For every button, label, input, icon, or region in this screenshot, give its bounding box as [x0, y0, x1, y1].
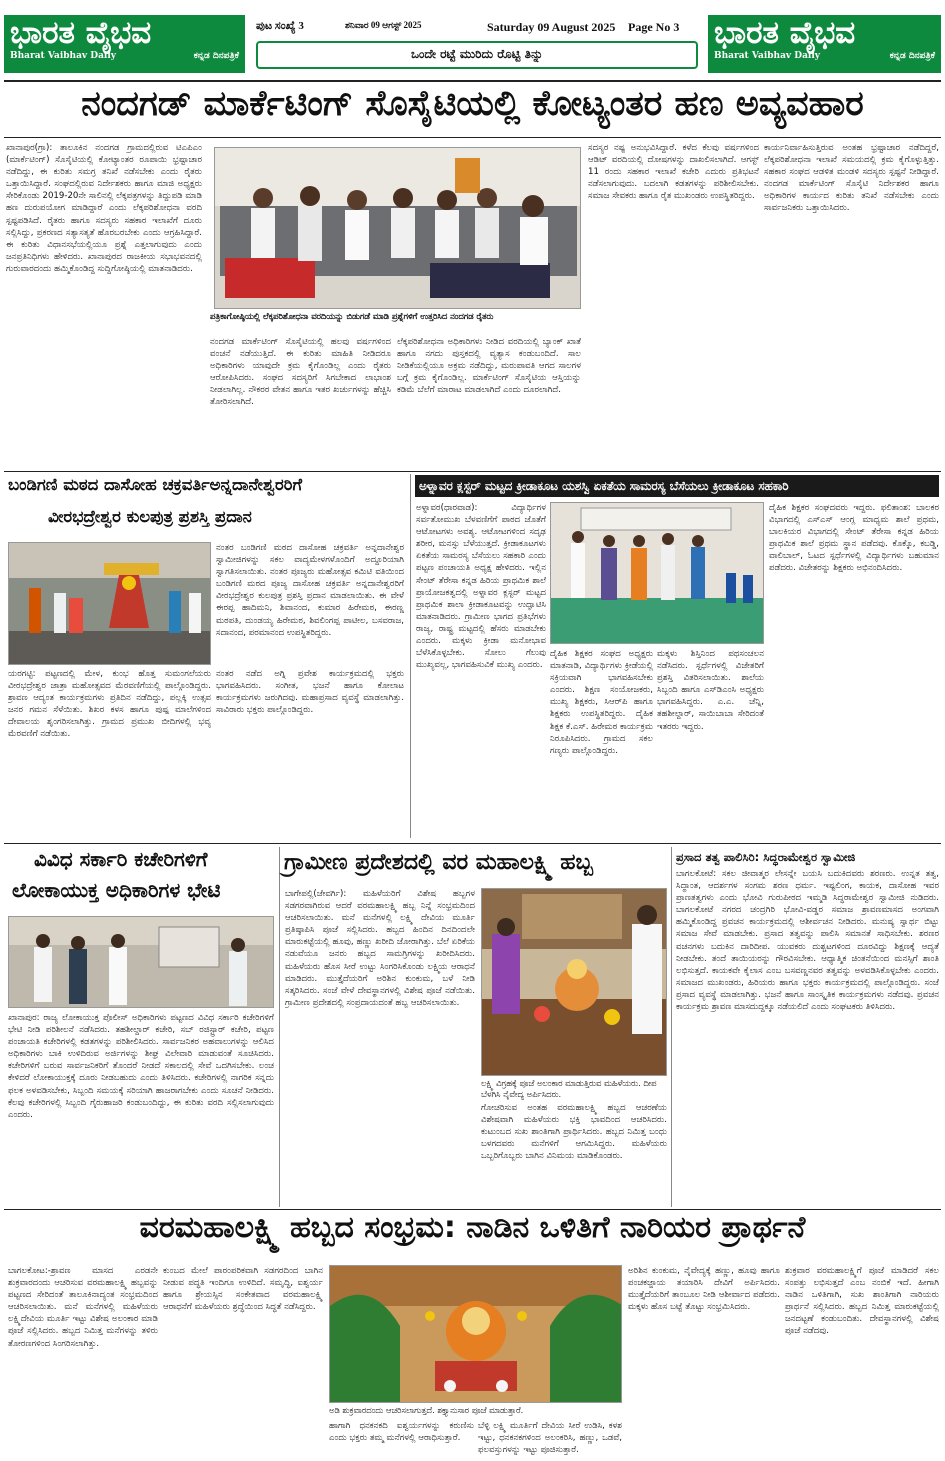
- logo-sub-kn: ಕನ್ನಡ ದಿನಪತ್ರಿಕೆ: [193, 51, 239, 61]
- article3-column-2: ದೈಹಿಕ ಶಿಕ್ಷಕರ ಸಂಘದ ಅಧ್ಯಕ್ಷರು ಮಾತನಾಡಿ, ವಿದ್ಯಾರ್ಥಿಗಳು ಕ್ರೀಡೆಯಲ್ಲಿ ಸಕ್ರಿಯವಾಗಿ ಭಾಗವಹಿಸಬೇಕು ಎಂದರು. ಶಿಕ್ಷಣ ಸಂಯೋಜಕರು, ಮುಖ್ಯ ಶಿಕ್ಷಕರು, ಸಿಆರ್‌ಪಿ ಹಾಗೂ ಶಿಕ್ಷಕರು ಉಪಸ್ಥಿತರಿದ್ದರು. ದೈಹಿಕ ಶಿಕ್ಷಕ ಕೆ.ಎಸ್. ಹಿರೇಮಠ ಕಾರ್ಯಕ್ರಮ ನಿರೂಪಿಸಿದರು. ಗ್ರಾಮದ ಸಕಲ ಗಣ್ಯರು ಪಾಲ್ಗೊಂಡಿದ್ದರು.: [550, 649, 653, 756]
- headline-lokayukta: ವಿವಿಧ ಸರ್ಕಾರಿ ಕಚೇರಿಗಳಿಗೆ: [34, 847, 208, 871]
- article7-column-3-bottom: ಬೆಳ್ಳಿ ಲಕ್ಷ್ಮಿ ಮೂರ್ತಿಗೆ ದೇವಿಯ ಸೀರೆ ಉಡಿಸಿ, ಕಳಶ ಇಟ್ಟು, ಧನಕನಕಗಳಿಂದ ಅಲಂಕರಿಸಿ, ಹಣ್ಣು, ಒಡವೆ, ಫಲವಸ್ತುಗಳನ್ನು ಇಟ್ಟು ಪೂಜಿಸುತ್ತಾರೆ.: [478, 1421, 622, 1456]
- article3-column-4: ದೈಹಿಕ ಶಿಕ್ಷಕರ ಸಂಘದವರು ಇದ್ದರು. ಫಲಿತಾಂಶ: ಬಾಲಕರ ವಿಭಾಗದಲ್ಲಿ ಎಸ್‌ಎಸ್ ಆಂಗ್ಲ ಮಾಧ್ಯಮ ಶಾಲೆ ಪ್ರಥಮ, ಬಾಲಕಿಯರ ವಿಭಾಗದಲ್ಲಿ ಸೇಂಟ್ ತೆರೇಸಾ ಕನ್ನಡ ಹಿರಿಯ ಪ್ರಾಥಮಿಕ ಶಾಲೆ ಪ್ರಥಮ ಸ್ಥಾನ ಪಡೆದವು. ಕೊಕ್ಕೊ, ಕಬಡ್ಡಿ, ವಾಲಿಬಾಲ್, ಓಟದ ಸ್ಪರ್ಧೆಗಳಲ್ಲಿ ವಿದ್ಯಾರ್ಥಿಗಳು ಬಹುಮಾನ ಪಡೆದರು. ವಿಜೇತರನ್ನು ಶಿಕ್ಷಕರು ಅಭಿನಂದಿಸಿದರು.: [769, 503, 939, 574]
- kannada-date: ಶನಿವಾರ 09 ಆಗಸ್ಟ್ 2025: [345, 20, 422, 30]
- varamahalakshmi-caption: ಅಡಿ ಶುಕ್ರವಾರದಂದು ಆಚರಿಸಲಾಗುತ್ತದೆ. ಶಕ್ತ್ಯಾನುಸಾರ ಪೂಜೆ ಮಾಡುತ್ತಾರೆ.: [329, 1405, 524, 1415]
- headline-lokayukta-2: ಲೋಕಾಯುಕ್ತ ಅಧಿಕಾರಿಗಳ ಭೇಟಿ: [12, 878, 221, 902]
- lokayukta-image: [9, 917, 274, 1008]
- varamahalakshmi-idol-photo: [329, 1265, 622, 1403]
- press-meet-caption: ಪತ್ರಿಕಾಗೋಷ್ಠಿಯಲ್ಲಿ ಲೆಕ್ಕಪರಿಶೋಧನಾ ವರದಿಯನ್ನು ಬಿಡುಗಡೆ ಮಾಡಿ ಪ್ರಶ್ನೆಗಳಿಗೆ ಉತ್ತರಿಸಿದ ನಂದಗಡ ರೈತರು: [210, 311, 494, 321]
- headline-varamahalakshmi-rural: ಗ್ರಾಮೀಣ ಪ್ರದೇಶದಲ್ಲಿ ವರ ಮಹಾಲಕ್ಷ್ಮಿ ಹಬ್ಬ: [284, 850, 593, 875]
- page-number: Page No 3: [628, 20, 680, 34]
- sports-meet-photo: [550, 502, 764, 644]
- logo-sub-en-right: Bharat Vaibhav Daily: [714, 51, 820, 61]
- headline-bandigani: ಬಂಡಿಗಣಿ ಮಠದ ದಾಸೋಹ ಚಕ್ರವರ್ತಿಅನ್ನದಾನೇಶ್ವರರಿಗೆ: [8, 475, 303, 494]
- lakshmi-pooja-image: [482, 889, 667, 1076]
- masthead-logo-left: [4, 15, 245, 73]
- press-meet-image: [215, 148, 581, 309]
- article5-column-1: ಬಾಗೇಪಲ್ಲಿ(ಜೇವರ್ಗಿ): ಮಹಿಳೆಯರಿಗೆ ವಿಶೇಷ ಹಬ್ಬಗಳ ಸಡಗರವಾಗಿರುವ ಆದರೆ ವರಮಹಾಲಕ್ಷ್ಮಿ ಹಬ್ಬ ನಿನ್ನೆ ಸಂಭ್ರಮದಿಂದ ಆಚರಿಸಲಾಯಿತು. ಮನೆ ಮನೆಗಳಲ್ಲಿ ಲಕ್ಷ್ಮಿ ದೇವಿಯ ಮೂರ್ತಿ ಪ್ರತಿಷ್ಠಾಪಿಸಿ ಪೂಜೆ ಸಲ್ಲಿಸಿದರು. ಹಬ್ಬದ ಹಿಂದಿನ ದಿನದಿಂದಲೇ ಮಾರುಕಟ್ಟೆಯಲ್ಲಿ ಹೂವು, ಹಣ್ಣು ಖರೀದಿ ಜೋರಾಗಿತ್ತು. ಬೆಲೆ ಏರಿಕೆಯ ನಡುವೆಯೂ ಜನರು ಹಬ್ಬದ ಸಾಮಗ್ರಿಗಳನ್ನು ಖರೀದಿಸಿದರು. ಮಹಿಳೆಯರು ಹೊಸ ಸೀರೆ ಉಟ್ಟು ಸಿಂಗರಿಸಿಕೊಂಡು ಲಕ್ಷ್ಮಿಯ ಆರಾಧನೆ ಮಾಡಿದರು. ಮುತ್ತೈದೆಯರಿಗೆ ಅರಿಶಿನ ಕುಂಕುಮ, ಬಳೆ ನೀಡಿ ಸತ್ಕರಿಸಿದರು. ಸಂಜೆ ವೇಳೆ ದೇವಸ್ಥಾನಗಳಲ್ಲಿ ವಿಶೇಷ ಪೂಜೆ ನಡೆಯಿತು. ಗ್ರಾಮೀಣ ಪ್ರದೇಶದಲ್ಲಿ ಸಂಪ್ರದಾಯದಂತೆ ಹಬ್ಬ ಆಚರಿಸಲಾಯಿತು.: [285, 889, 475, 1008]
- article2-right-bottom: ನಂತರ ನಡೆದ ಅಗ್ನಿ ಪ್ರವೇಶ ಕಾರ್ಯಕ್ರಮದಲ್ಲಿ ಭಕ್ತರು ಭಾಗವಹಿಸಿದರು. ಸಂಗೀತ, ಭಜನೆ ಹಾಗೂ ಕೋಲಾಟ ಕಾರ್ಯಕ್ರಮಗಳು ಜರುಗಿದವು. ಮಹಾಪ್ರಸಾದ ವ್ಯವಸ್ಥೆ ಮಾಡಲಾಗಿತ್ತು. ಸಾವಿರಾರು ಭಕ್ತರು ಪಾಲ್ಗೊಂಡಿದ್ದರು.: [216, 669, 404, 716]
- article7-column-3: ಅರಿಶಿನ ಕುಂಕುಮ, ನೈವೇದ್ಯಕ್ಕೆ ಹಣ್ಣು, ಹೂವು ಹಾಗೂ ಪಂಚಕಜ್ಜಾಯ ತಯಾರಿಸಿ ದೇವಿಗೆ ಅರ್ಪಿಸಿದರು. ಮುತ್ತೈದೆಯರಿಗೆ ತಾಂಬೂಲ ನೀಡಿ ಆಶೀರ್ವಾದ ಪಡೆದರು. ಮಕ್ಕಳು ಹೊಸ ಬಟ್ಟೆ ತೊಟ್ಟು ಸಂಭ್ರಮಿಸಿದರು.: [628, 1266, 780, 1313]
- headline-nandagad: ನಂದಗಡ್ ಮಾರ್ಕೆಟಿಂಗ್ ಸೊಸೈಟಿಯಲ್ಲಿ ಕೋಟ್ಯಂತರ ಹಣ ಅವ್ಯವಹಾರ: [81, 84, 864, 124]
- lokayukta-photo: [8, 916, 274, 1008]
- article2-left-bottom: ಯರಗಟ್ಟಿ: ಪಟ್ಟಣದಲ್ಲಿ ಮೇಳ, ಕುಂಭ ಹೊತ್ತ ಸುಮಂಗಲೆಯರು ವೀರಭದ್ರೇಶ್ವರ ಜಾತ್ರಾ ಮಹೋತ್ಸವದ ಮೆರವಣಿಗೆಯಲ್ಲಿ ಪಾಲ್ಗೊಂಡಿದ್ದರು. ಶ್ರಾವಣ ಆದ್ಯಂತ ಕಾರ್ಯಕ್ರಮಗಳು ಪ್ರತಿದಿನ ನಡೆದಿದ್ದು, ಪಲ್ಲಕ್ಕಿ ಉತ್ಸವ ಜನರ ಗಮನ ಸೆಳೆಯಿತು. ಶಿಖರ ಕಳಸ ಹಾಗೂ ಪುಷ್ಪ ಮಾಲೆಗಳಿಂದ ದೇವಾಲಯ ಶೃಂಗರಿಸಲಾಗಿತ್ತು. ಗ್ರಾಮದ ಪ್ರಮುಖ ಬೀದಿಗಳಲ್ಲಿ ಭವ್ಯ ಮೆರವಣಿಗೆ ನಡೆಯಿತು.: [8, 669, 211, 740]
- section-rule-1: [4, 471, 941, 472]
- article5-column-2-bottom: ಗೋಚರಿಸುವ ಅಂತಹ ವರಮಹಾಲಕ್ಷ್ಮಿ ಹಬ್ಬದ ಆಚರಣೆಯ ವಿಶೇಷವಾಗಿ ಮಹಿಳೆಯರು ಭಕ್ತಿ ಭಾವದಿಂದ ಆಚರಿಸಿದರು. ಕುಟುಂಬದ ಸುಖ ಶಾಂತಿಗಾಗಿ ಪ್ರಾರ್ಥಿಸಿದರು. ಹಬ್ಬದ ನಿಮಿತ್ತ ಬಂಧು ಬಳಗದವರು ಮನೆಗಳಿಗೆ ಆಗಮಿಸಿದ್ದರು. ಮಹಿಳೆಯರು ಒಬ್ಬರಿಗೊಬ್ಬರು ಬಾಗಿನ ವಿನಿಮಯ ಮಾಡಿಕೊಂಡರು.: [481, 1103, 667, 1162]
- lakshmi-pooja-caption: ಲಕ್ಷ್ಮಿ ವಿಗ್ರಹಕ್ಕೆ ಪೂಜೆ ಅಲಂಕಾರ ಮಾಡುತ್ತಿರುವ ಮಹಿಳೆಯರು. ದೀಪ ಬೆಳಗಿಸಿ ನೈವೇದ್ಯ ಅರ್ಪಿಸಿದರು.: [481, 1078, 657, 1099]
- sports-meet-image: [551, 503, 764, 644]
- english-date: Saturday 09 August 2025: [487, 20, 616, 34]
- article6-body: ಬಾಗಲಕೋಟೆ: ಸಕಲ ಜೀವಾತ್ಮರ ಲೇಸನ್ನೇ ಬಯಸಿ ಬದುಕಿದವರು ಶರಣರು. ಉನ್ನತ ತತ್ವ, ಸಿದ್ಧಾಂತ, ಆದರ್ಶಗಳ ಸಂಗಮ ಶರಣ ಧರ್ಮ. ಇಷ್ಟಲಿಂಗ, ಕಾಯಕ, ದಾಸೋಹ ಇವರ ಪ್ರಾಣತತ್ವಗಳು ಎಂದು ಭೋವಿ ಗುರುಪೀಠದ ಇಮ್ಮಡಿ ಸಿದ್ಧರಾಮೇಶ್ವರ ಸ್ವಾಮೀಜಿ ನುಡಿದರು. ಬಾಗಲಕೋಟೆ ನಗರದ ಚಂದ್ರಗಿರಿ ಭೋವಿ-ವಡ್ಡರ ಸಮಾಜ ಶ್ರಾವಣಮಾಸದ ಅಂಗವಾಗಿ ಹಮ್ಮಿಕೊಂಡಿದ್ದ ಪ್ರವಚನ ಕಾರ್ಯಕ್ರಮದಲ್ಲಿ ಆಶೀರ್ವಚನ ನೀಡಿದರು. ಮನುಷ್ಯ ಸ್ವಾರ್ಥ ಬಿಟ್ಟು ಸಮಾಜ ಸೇವೆ ಮಾಡಬೇಕು. ಪ್ರಸಾದ ತತ್ವವನ್ನು ಪಾಲಿಸಿ ಸಮಾನತೆ ಸಾಧಿಸಬೇಕು. ಶರಣರ ವಚನಗಳು ಬದುಕಿನ ದಾರಿದೀಪ. ಯುವಕರು ದುಶ್ಚಟಗಳಿಂದ ದೂರವಿದ್ದು ಶಿಕ್ಷಣಕ್ಕೆ ಆದ್ಯತೆ ನೀಡಬೇಕು. ತಂದೆ ತಾಯಿಯರನ್ನು ಗೌರವಿಸಬೇಕು. ಆಧ್ಯಾತ್ಮಿಕ ಚಿಂತನೆಯಿಂದ ಮನಸ್ಸಿಗೆ ಶಾಂತಿ ಲಭಿಸುತ್ತದೆ. ಕಾಯಕವೇ ಕೈಲಾಸ ಎಂಬ ಬಸವಣ್ಣನವರ ತತ್ವವನ್ನು ಅಳವಡಿಸಿಕೊಳ್ಳಬೇಕು ಎಂದರು. ಸಮಾಜದ ಮುಖಂಡರು, ಹಿರಿಯರು ಹಾಗೂ ಭಕ್ತರು ಕಾರ್ಯಕ್ರಮದಲ್ಲಿ ಪಾಲ್ಗೊಂಡಿದ್ದರು. ಸಂಜೆ ಪ್ರಸಾದ ವ್ಯವಸ್ಥೆ ಮಾಡಲಾಗಿತ್ತು. ಭಜನೆ ಹಾಗೂ ಸಾಂಸ್ಕೃತಿಕ ಕಾರ್ಯಕ್ರಮಗಳು ನಡೆದವು. ಪ್ರವಚನ ಕಾರ್ಯಕ್ರಮ ಶ್ರಾವಣ ಮಾಸದುದ್ದಕ್ಕೂ ನಡೆಯಲಿದೆ ಎಂದು ಸಂಘಟಕರು ತಿಳಿಸಿದರು.: [676, 869, 939, 1013]
- logo-title-right: ಭಾರತ ವೈಭವ: [714, 15, 856, 51]
- article4-body: ಖಾನಾಪುರ: ರಾಜ್ಯ ಲೋಕಾಯುಕ್ತ ಪೊಲೀಸ್ ಅಧಿಕಾರಿಗಳು ಪಟ್ಟಣದ ವಿವಿಧ ಸರ್ಕಾರಿ ಕಚೇರಿಗಳಿಗೆ ಭೇಟಿ ನೀಡಿ ಪರಿಶೀಲನೆ ನಡೆಸಿದರು. ತಹಶೀಲ್ದಾರ್ ಕಚೇರಿ, ಸಬ್ ರಜಿಸ್ಟ್ರಾರ್ ಕಚೇರಿ, ಪಟ್ಟಣ ಪಂಚಾಯತಿ ಕಚೇರಿಗಳಲ್ಲಿ ಕಡತಗಳನ್ನು ಪರಿಶೀಲಿಸಿದರು. ಸಾರ್ವಜನಿಕರ ಅಹವಾಲುಗಳನ್ನು ಆಲಿಸಿದ ಅಧಿಕಾರಿಗಳು ಬಾಕಿ ಉಳಿದಿರುವ ಅರ್ಜಿಗಳನ್ನು ಶೀಘ್ರ ವಿಲೇವಾರಿ ಮಾಡುವಂತೆ ಸೂಚಿಸಿದರು. ಕಚೇರಿಗಳಿಗೆ ಬರುವ ಸಾರ್ವಜನಿಕರಿಗೆ ತೊಂದರೆ ನೀಡದೆ ಸಕಾಲದಲ್ಲಿ ಸೇವೆ ಒದಗಿಸಬೇಕು. ಲಂಚ ಕೇಳಿದರೆ ಲೋಕಾಯುಕ್ತಕ್ಕೆ ದೂರು ನೀಡಬಹುದು ಎಂದು ತಿಳಿಸಿದರು. ಕಚೇರಿಗಳಲ್ಲಿ ನಾಗರಿಕ ಸನ್ನದು ಫಲಕ ಅಳವಡಿಸಬೇಕು, ಸಿಬ್ಬಂದಿ ಸಮಯಕ್ಕೆ ಸರಿಯಾಗಿ ಹಾಜರಾಗಬೇಕು ಎಂದು ಸೂಚನೆ ನೀಡಿದರು. ಕೆಲವು ಕಚೇರಿಗಳಲ್ಲಿ ಸಿಬ್ಬಂದಿ ಗೈರುಹಾಜರಿ ಕಂಡುಬಂದಿದ್ದು, ಈ ಕುರಿತು ವರದಿ ಸಲ್ಲಿಸಲಾಗುವುದು ಎಂದರು.: [8, 1013, 274, 1120]
- article7-column-2-bottom: ಹಾಗಾಗಿ ಧನಕನಕದಿ ಐಶ್ವರ್ಯಗಳನ್ನು ಕರುಣಿಸು ಎಂದು ಭಕ್ತರು ತಮ್ಮ ಮನೆಗಳಲ್ಲಿ ಆರಾಧಿಸುತ್ತಾರೆ.: [329, 1421, 474, 1444]
- article2-right-column: ನಂತರ ಬಂಡಿಗಣಿ ಮಠದ ದಾಸೋಹ ಚಕ್ರವರ್ತಿ ಅನ್ನದಾನೇಶ್ವರ ಸ್ವಾಮೀಜಿಗಳನ್ನು ಸಕಲ ವಾದ್ಯಮೇಳಗಳೊಂದಿಗೆ ಅದ್ದೂರಿಯಾಗಿ ಸ್ವಾಗತಿಸಲಾಯಿತು. ನಂತರ ಪೂಜ್ಯರು ಮಹೋತ್ಸವ ಕಮಿಟಿ ವತಿಯಿಂದ ಬಂಡಿಗಣಿ ಮಠದ ಪೂಜ್ಯ ದಾಸೋಹ ಚಕ್ರವರ್ತಿ ಅನ್ನದಾನೇಶ್ವರರಿಗೆ ವೀರಭದ್ರೇಶ್ವರ ಕುಲಪುತ್ರ ಪ್ರಶಸ್ತಿ ಪ್ರದಾನ ಮಾಡಲಾಯಿತು. ಈ ವೇಳೆ ಈರಪ್ಪ ಹಾದಿಮನಿ, ಶಿವಾನಂದ, ಕುಮಾರ ಹಿರೇಮಠ, ಈರಣ್ಣ ಮಠಪತಿ, ದುಂಡಯ್ಯ ಹಿರೇಮಠ, ಶಿವಲಿಂಗಪ್ಪ ಪಾಟೀಲ, ಬಸವರಾಜ, ಸದಾನಂದ, ಪರಮಾನಂದ ಉಪಸ್ಥಿತರಿದ್ದರು.: [216, 543, 404, 638]
- logo-sub-en: Bharat Vaibhav Daily: [10, 51, 116, 61]
- procession-photo: [8, 542, 211, 665]
- article1-column-4: ಸದಸ್ಯರ ನಷ್ಟ ಅನುಭವಿಸಿದ್ದಾರೆ. ಕಳೆದ ಕೆಲವು ವರ್ಷಗಳಿಂದ ಆಡಿಟ್ ವರದಿಯಲ್ಲಿ ದೋಷಗಳನ್ನು ದಾಖಲಿಸಲಾಗಿದೆ. ಆಗಸ್ಟ್ 11 ರಂದು ಸಹಕಾರ ಇಲಾಖೆ ಕಚೇರಿ ಎದುರು ಪ್ರತಿಭಟನೆ ನಡೆಸಲಾಗುವುದು. ಬದಲಾಗಿ ಕಡತಗಳನ್ನು ಪರಿಶೀಲಿಸಬೇಕು. ಸಮಾಜ ಸೇವಕರು ಹಾಗೂ ರೈತ ಮುಖಂಡರು ಉಪಸ್ಥಿತರಿದ್ದರು.: [588, 143, 759, 202]
- column-divider-1: [410, 474, 411, 838]
- headline-varamahalakshmi-festival: ವರಮಹಾಲಕ್ಷ್ಮಿ ಹಬ್ಬದ ಸಂಭ್ರಮ: ನಾಡಿನ ಒಳಿತಿಗೆ ನಾರಿಯರ ಪ್ರಾರ್ಥನೆ: [139, 1210, 806, 1245]
- article1-column-1: ಖಾನಾಪುರ(ಗ್ರಾ): ತಾಲೂಕಿನ ನಂದಗಡ ಗ್ರಾಮದಲ್ಲಿರುವ ಟಿಎಪಿಎಂ (ಮಾರ್ಕೆಟಿಂಗ್) ಸೊಸೈಟಿಯಲ್ಲಿ ಕೋಟ್ಯಾಂತರ ರೂಪಾಯಿ ಭ್ರಷ್ಟಾಚಾರ ನಡೆದಿದ್ದು, ಈ ಕುರಿತು ಸಮಗ್ರ ತನಿಖೆ ನಡೆಸಬೇಕು ಎಂದು ರೈತರು ಒತ್ತಾಯಿಸಿದ್ದಾರೆ. ಸಂಘದಲ್ಲಿರುವ ನಿರ್ದೇಶಕರು ಹಾಗೂ ಮಾಜಿ ಅಧ್ಯಕ್ಷರು ಸೇರಿಕೊಂಡು 2019-20ನೇ ಸಾಲಿನಲ್ಲಿ ಲೆಕ್ಕಪತ್ರಗಳನ್ನು ತಿದ್ದುಪಡಿ ಮಾಡಿ ಹಣ ದುರುಪಯೋಗ ಮಾಡಿದ್ದಾರೆ ಎಂದು ಲೆಕ್ಕಪರಿಶೋಧನಾ ವರದಿ ಸ್ಪಷ್ಟಪಡಿಸಿದೆ. ರೈತರು ಹಾಗೂ ಸದಸ್ಯರು ಸಹಕಾರ ಇಲಾಖೆಗೆ ದೂರು ಸಲ್ಲಿಸಿದ್ದು, ಪ್ರಕರಣದ ಸತ್ಯಾಸತ್ಯತೆ ಹೊರಬರಬೇಕು ಎಂದು ಆಗ್ರಹಿಸಿದ್ದಾರೆ. ಈ ಕುರಿತು ವಿಧಾನಸಭೆಯಲ್ಲಿಯೂ ಪ್ರಶ್ನೆ ಎತ್ತಲಾಗುವುದು ಎಂದು ಜನಪ್ರತಿನಿಧಿಗಳು ಹೇಳಿದರು. ಖಾನಾಪುರದ ರಾಜಕೀಯ ಸಭಾಭವನದಲ್ಲಿ ಗುರುವಾರದಂದು ಹಮ್ಮಿಕೊಂಡಿದ್ದ ಸುದ್ದಿಗೋಷ್ಠಿಯಲ್ಲಿ ಮಾತನಾಡಿದರು.: [6, 143, 202, 274]
- column-divider-2: [279, 847, 280, 1207]
- issue-number: ಪುಟ ಸಂಖ್ಯೆ 3: [256, 20, 304, 32]
- masthead-rule: [4, 80, 941, 82]
- masthead-logo-right: [708, 15, 941, 73]
- logo-sub-kn-right: ಕನ್ನಡ ದಿನಪತ್ರಿಕೆ: [889, 51, 935, 61]
- article3-column-1: ಅಳ್ನಾವರ(ಧಾರವಾಡ): ವಿದ್ಯಾರ್ಥಿಗಳ ಸರ್ವತೋಮುಖ ಬೆಳವಣಿಗೆಗೆ ಪಾಠದ ಜೊತೆಗೆ ಆಟೋಟಗಳು ಅವಶ್ಯ. ಆಟೋಟಗಳಿಂದ ಸದೃಢ ಶರೀರ, ಮನಸ್ಸು ಬೆಳೆಯುತ್ತದೆ. ಕ್ರೀಡಾಕೂಟಗಳು ಏಕತೆಯ ಸಾಮರಸ್ಯ ಬೆಸೆಯಲು ಸಹಕಾರಿ ಎಂದು ಪಟ್ಟಣ ಪಂಚಾಯತಿ ಅಧ್ಯಕ್ಷ ಹೇಳಿದರು. ಇಲ್ಲಿನ ಸೇಂಟ್ ತೆರೇಸಾ ಕನ್ನಡ ಹಿರಿಯ ಪ್ರಾಥಮಿಕ ಶಾಲೆ ಪ್ರಾಯೋಜಕತ್ವದಲ್ಲಿ ಅಳ್ನಾವರ ಕ್ಲಸ್ಟರ್ ಮಟ್ಟದ ಪ್ರಾಥಮಿಕ ಶಾಲಾ ಕ್ರೀಡಾಕೂಟವನ್ನು ಉದ್ಘಾಟಿಸಿ ಮಾತನಾಡಿದರು. ಗ್ರಾಮೀಣ ಭಾಗದ ಪ್ರತಿಭೆಗಳು ರಾಜ್ಯ, ರಾಷ್ಟ್ರ ಮಟ್ಟದಲ್ಲಿ ಹೆಸರು ಮಾಡಬೇಕು ಎಂದರು. ಮಕ್ಕಳು ಕ್ರೀಡಾ ಮನೋಭಾವ ಬೆಳೆಸಿಕೊಳ್ಳಬೇಕು. ಸೋಲು ಗೆಲುವು ಮುಖ್ಯವಲ್ಲ, ಭಾಗವಹಿಸುವಿಕೆ ಮುಖ್ಯ ಎಂದರು.: [416, 503, 546, 671]
- headline-alnavar: ಅಳ್ನಾವರ ಕ್ಲಸ್ಟರ್ ಮಟ್ಟದ ಕ್ರೀಡಾಕೂಟ ಯಶಸ್ವಿ ಏಕತೆಯ ಸಾಮರಸ್ಯ ಬೆಸೆಯಲು ಕ್ರೀಡಾಕೂಟ ಸಹಕಾರಿ: [415, 475, 939, 497]
- article1-column-5: ಕಾರ್ಯನಿರ್ವಾಹಿಸುತ್ತಿರುವ ಅಂತಹ ಭ್ರಷ್ಟಾಚಾರ ನಡೆದಿದ್ದರೆ, ಲೆಕ್ಕಪರಿಶೋಧನಾ ಇಲಾಖೆ ಸಮಯದಲ್ಲಿ ಕ್ರಮ ಕೈಗೊಳ್ಳುತ್ತಿತ್ತು. ಸಹಕಾರ ಸಂಘದ ಆಡಳಿತ ಮಂಡಳಿ ಸದಸ್ಯರು ಸ್ಪಷ್ಟನೆ ನೀಡಿದ್ದಾರೆ. ನಂದಗಡ ಮಾರ್ಕೆಟಿಂಗ್ ಸೊಸೈಟಿ ನಿರ್ದೇಶಕರ ಹಾಗೂ ಅಧಿಕಾರಿಗಳ ಕಾರ್ಯದ ಕುರಿತು ತನಿಖೆ ನಡೆಸಬೇಕು ಎಂದು ಸಾರ್ವಜನಿಕರು ಒತ್ತಾಯಿಸಿದರು.: [764, 143, 939, 214]
- procession-image: [9, 543, 211, 665]
- article3-column-3: ಮಕ್ಕಳು ಶಿಸ್ತಿನಿಂದ ಪಥಸಂಚಲನ ನಡೆಸಿದರು. ಸ್ಪರ್ಧೆಗಳಲ್ಲಿ ವಿಜೇತರಿಗೆ ಪ್ರಶಸ್ತಿ ವಿತರಿಸಲಾಯಿತು. ಶಾಲೆಯ ಸಿಬ್ಬಂದಿ ಹಾಗೂ ಎಸ್‌ಡಿಎಂಸಿ ಅಧ್ಯಕ್ಷರು ಭಾಗವಹಿಸಿದ್ದರು. ಎ.ಎ. ಚೆನ್ನಿ, ತಹಶೀಲ್ದಾರ್, ಸಾಯಿಬಾಬಾ ಸೇರಿದಂತೆ ಇತರರು ಇದ್ದರು.: [657, 649, 764, 732]
- article1-column-3: ಲೆಕ್ಕಪರಿಶೋಧನಾ ಅಧಿಕಾರಿಗಳು ನೀಡಿದ ವರದಿಯಲ್ಲಿ ಬ್ಯಾಂಕ್ ಖಾತೆ ಹಾಗೂ ನಗದು ಪುಸ್ತಕದಲ್ಲಿ ವ್ಯತ್ಯಾಸ ಕಂಡುಬಂದಿದೆ. ಸಾಲ ನೀಡಿಕೆಯಲ್ಲಿಯೂ ಅಕ್ರಮ ನಡೆದಿದ್ದು, ಮರುಪಾವತಿ ಆಗದ ಸಾಲಗಳ ಬಗ್ಗೆ ಕ್ರಮ ಕೈಗೊಂಡಿಲ್ಲ. ಮಾರ್ಕೆಟಿಂಗ್ ಸೊಸೈಟಿಯ ಆಸ್ತಿಯನ್ನು ಕಡಿಮೆ ಬೆಲೆಗೆ ಮಾರಾಟ ಮಾಡಲಾಗಿದೆ ಎಂದು ದೂರಲಾಗಿದೆ.: [397, 337, 581, 396]
- headline-bandigani-2: ವೀರಭದ್ರೇಶ್ವರ ಕುಲಪುತ್ರ ಪ್ರಶಸ್ತಿ ಪ್ರದಾನ: [48, 507, 252, 526]
- article7-column-4: ಶುಕ್ರವಾರ ವರಮಹಾಲಕ್ಷ್ಮಿಗೆ ಪೂಜೆ ಮಾಡಿದರೆ ಸಕಲ ಸಂಪತ್ತು ಲಭಿಸುತ್ತದೆ ಎಂಬ ನಂಬಿಕೆ ಇದೆ. ಹೀಗಾಗಿ ನಾಡಿನ ಒಳಿತಿಗಾಗಿ, ಸುಖ ಶಾಂತಿಗಾಗಿ ನಾರಿಯರು ಪ್ರಾರ್ಥನೆ ಸಲ್ಲಿಸಿದರು. ಹಬ್ಬದ ನಿಮಿತ್ತ ಮಾರುಕಟ್ಟೆಯಲ್ಲಿ ಜನದಟ್ಟಣೆ ಕಂಡುಬಂದಿತು. ದೇವಸ್ಥಾನಗಳಲ್ಲಿ ವಿಶೇಷ ಪೂಜೆ ನಡೆದವು.: [785, 1266, 939, 1337]
- section-rule-2: [4, 843, 941, 844]
- article1-column-2: ನಂದಗಡ ಮಾರ್ಕೆಟಿಂಗ್ ಸೊಸೈಟಿಯಲ್ಲಿ ಹಲವು ವರ್ಷಗಳಿಂದ ವಂಚನೆ ನಡೆಯುತ್ತಿದೆ. ಈ ಕುರಿತು ಮಾಹಿತಿ ನೀಡಿದರೂ ಅಧಿಕಾರಿಗಳು ಯಾವುದೇ ಕ್ರಮ ಕೈಗೊಂಡಿಲ್ಲ ಎಂದು ರೈತರು ಆರೋಪಿಸಿದರು. ಸಂಘದ ಸದಸ್ಯರಿಗೆ ಸಿಗಬೇಕಾದ ಲಾಭಾಂಶ ನೀಡಲಾಗಿಲ್ಲ. ನೌಕರರ ವೇತನ ಹಾಗೂ ಇತರ ಖರ್ಚುಗಳನ್ನು ಹೆಚ್ಚಿಸಿ ತೋರಿಸಲಾಗಿದೆ.: [210, 337, 391, 408]
- slogan-bar: ಒಂದೇ ರಟ್ಟೆ ಮುರಿದು ರೊಟ್ಟಿ ತಿನ್ನು: [256, 41, 698, 69]
- article7-column-1: ಬಾಗಲಕೋಟ:-ಶ್ರಾವಣ ಮಾಸದ ಎರಡನೇ ಶುಕ್ರವಾರದಂದು ಆಚರಿಸುವ ವರಮಹಾಲಕ್ಷ್ಮಿ ಹಬ್ಬವನ್ನು ಪಟ್ಟಣದ ಸೇರಿದಂತೆ ತಾಲೂಕಿನಾದ್ಯಂತ ಸಂಭ್ರಮದಿಂದ ಆಚರಿಸಲಾಯಿತು. ಮನೆ ಮನೆಗಳಲ್ಲಿ ಮಹಿಳೆಯರು ಲಕ್ಷ್ಮಿದೇವಿಯ ಮೂರ್ತಿ ಇಟ್ಟು ವಿಶೇಷ ಅಲಂಕಾರ ಮಾಡಿ ಪೂಜೆ ಸಲ್ಲಿಸಿದರು. ಹಬ್ಬದ ನಿಮಿತ್ತ ಮನೆಗಳನ್ನು ತಳಿರು ತೋರಣಗಳಿಂದ ಸಿಂಗರಿಸಲಾಗಿತ್ತು.: [8, 1266, 158, 1349]
- press-meet-photo: [214, 147, 581, 309]
- logo-title: ಭಾರತ ವೈಭವ: [10, 15, 152, 51]
- lakshmi-pooja-photo: [481, 888, 667, 1076]
- headline-prasada-tatva: ಪ್ರಸಾದ ತತ್ವ ಪಾಲಿಸಿರಿ: ಸಿದ್ಧರಾಮೇಶ್ವರ ಸ್ವಾಮೀಜಿ: [676, 850, 856, 864]
- varamahalakshmi-idol-image: [330, 1266, 622, 1403]
- article7-column-2: ಕುಂಬದ ಮೇಲೆ ಪಾರಂಪರಿಕವಾಗಿ ಸಡಗರದಿಂದ ಬಾಗಿನ ನೀಡುವ ಪದ್ಧತಿ ಇಂದಿಗೂ ಉಳಿದಿದೆ. ಸಮೃದ್ಧಿ, ಐಶ್ವರ್ಯ ಹಾಗೂ ಶ್ರೇಯಸ್ಸಿನ ಸಂಕೇತವಾದ ವರಮಹಾಲಕ್ಷ್ಮಿ ಆರಾಧನೆಗೆ ಮಹಿಳೆಯರು ಶ್ರದ್ಧೆಯಿಂದ ಸಿದ್ಧತೆ ನಡೆಸಿದ್ದರು.: [163, 1266, 323, 1313]
- column-divider-3: [671, 847, 672, 1207]
- headline-rule: [4, 137, 941, 138]
